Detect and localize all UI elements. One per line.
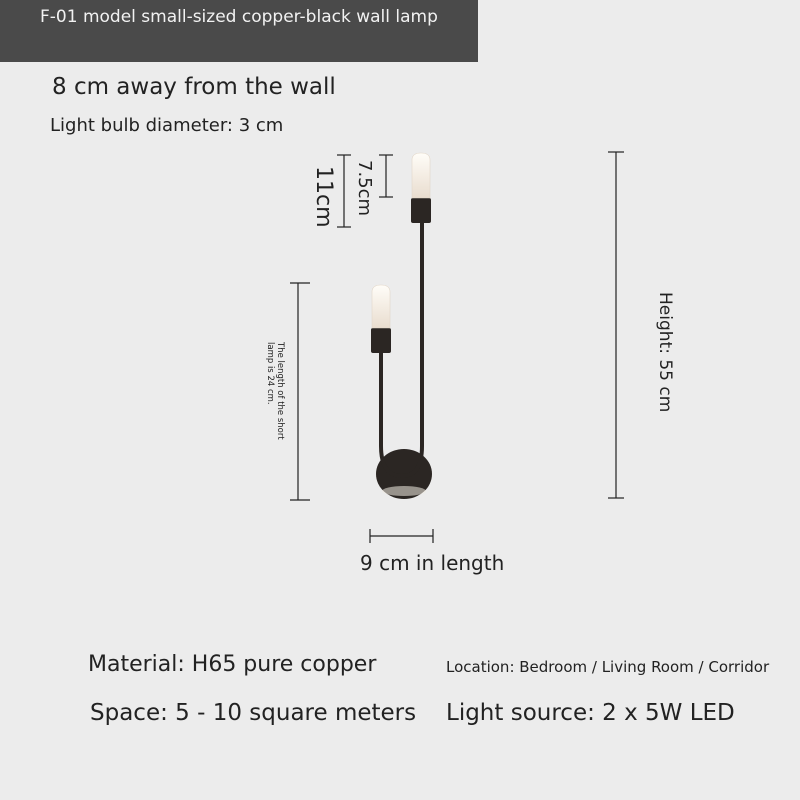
tall-lamp-socket (411, 198, 431, 223)
dim-line-short-lamp (290, 283, 310, 500)
wall-lamp-illustration (371, 153, 432, 499)
bulb-diameter-spec: Light bulb diameter: 3 cm (50, 115, 284, 136)
space-spec: Space: 5 - 10 square meters (90, 700, 417, 726)
dim-line-7-5cm (379, 155, 393, 197)
dim-line-height (608, 152, 624, 498)
product-title: F-01 model small-sized copper-black wall lamp (40, 7, 438, 27)
location-spec: Location: Bedroom / Living Room / Corridor (446, 658, 770, 676)
width-dimension: 9 cm in length (360, 551, 505, 575)
short-lamp-note: The length of the short lamp is 24 cm. (265, 342, 285, 440)
bulb-length-dimension: 7.5cm (354, 160, 375, 217)
dim-line-11cm (337, 155, 351, 227)
dim-line-width (370, 529, 433, 543)
light-source-spec: Light source: 2 x 5W LED (446, 700, 735, 726)
material-spec: Material: H65 pure copper (88, 652, 377, 677)
height-dimension: Height: 55 cm (655, 292, 675, 413)
wall-distance-spec: 8 cm away from the wall (52, 74, 336, 100)
tall-lamp-bulb (412, 153, 430, 198)
short-lamp-socket (371, 328, 391, 353)
long-arm-top-dimension: 11cm (311, 166, 336, 228)
short-lamp-bulb (372, 285, 390, 328)
